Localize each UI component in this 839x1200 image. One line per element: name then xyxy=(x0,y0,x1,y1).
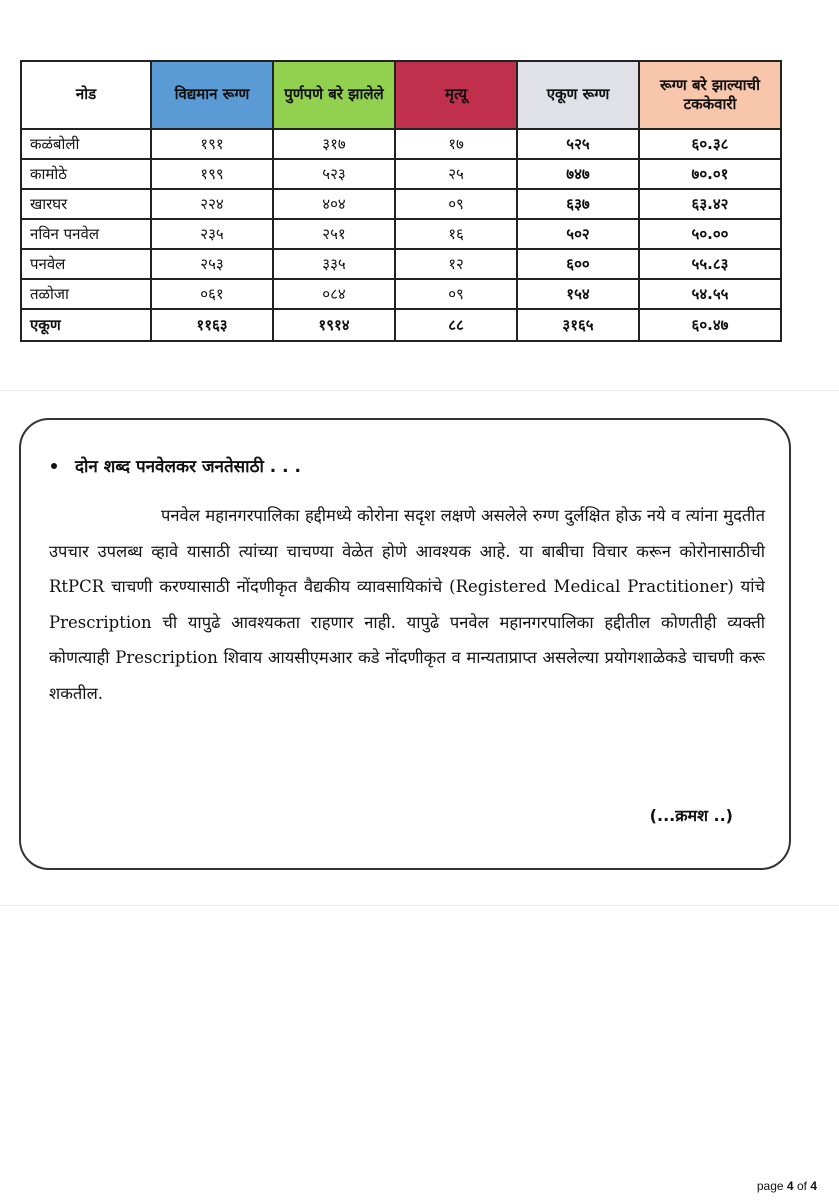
node-name-cell: पनवेल xyxy=(21,249,151,279)
table-row xyxy=(21,279,781,309)
column-header-5: रूग्ण बरे झाल्याची टककेवारी xyxy=(639,61,781,129)
node-name-cell: खारघर xyxy=(21,189,151,219)
value-cell: ५४.५५ xyxy=(639,279,781,309)
total-value-cell: ३१६५ xyxy=(517,309,639,341)
value-cell: १७ xyxy=(395,129,517,159)
column-header-4: एकूण रूग्ण xyxy=(517,61,639,129)
total-value-cell: ११६३ xyxy=(151,309,273,341)
value-cell: ३१७ xyxy=(273,129,395,159)
page-number xyxy=(757,1179,817,1193)
value-cell: २५१ xyxy=(273,219,395,249)
total-label-cell: एकूण xyxy=(21,309,151,341)
value-cell: ७४७ xyxy=(517,159,639,189)
value-cell: ०९ xyxy=(395,279,517,309)
page-prefix: page xyxy=(756,1179,784,1193)
notice-continued-label: (...क्रमश ..) xyxy=(649,806,733,825)
table-header-row xyxy=(21,61,781,129)
column-header-3: मृत्यू xyxy=(395,61,517,129)
value-cell: २२४ xyxy=(151,189,273,219)
total-value-cell: ८८ xyxy=(395,309,517,341)
value-cell: १५४ xyxy=(517,279,639,309)
value-cell: २३५ xyxy=(151,219,273,249)
node-name-cell: नविन पनवेल xyxy=(21,219,151,249)
value-cell: ५०.०० xyxy=(639,219,781,249)
node-name-cell: कामोठे xyxy=(21,159,151,189)
total-value-cell: १९१४ xyxy=(273,309,395,341)
value-cell: १९९ xyxy=(151,159,273,189)
value-cell: ५२५ xyxy=(517,129,639,159)
node-name-cell: कळंबोली xyxy=(21,129,151,159)
node-name-cell: तळोजा xyxy=(21,279,151,309)
notice-box xyxy=(19,418,791,870)
value-cell: ६३.४२ xyxy=(639,189,781,219)
value-cell: ७०.०१ xyxy=(639,159,781,189)
table-body xyxy=(21,129,781,341)
total-value-cell: ६०.४७ xyxy=(639,309,781,341)
value-cell: १२ xyxy=(395,249,517,279)
table-total-row xyxy=(21,309,781,341)
page-of: of xyxy=(796,1179,807,1193)
table-row xyxy=(21,159,781,189)
value-cell: ५२३ xyxy=(273,159,395,189)
covid-node-table xyxy=(20,60,782,342)
covid-node-table-wrapper xyxy=(20,60,780,342)
value-cell: ५०२ xyxy=(517,219,639,249)
column-header-1: विद्यमान रूग्ण xyxy=(151,61,273,129)
column-header-0: नोड xyxy=(21,61,151,129)
table-row xyxy=(21,249,781,279)
value-cell: २५३ xyxy=(151,249,273,279)
value-cell: ६०.३८ xyxy=(639,129,781,159)
value-cell: ४०४ xyxy=(273,189,395,219)
value-cell: ०९ xyxy=(395,189,517,219)
value-cell: १९१ xyxy=(151,129,273,159)
notice-heading-text: दोन शब्द पनवेलकर जनतेसाठी . . . xyxy=(75,457,301,477)
table-row xyxy=(21,129,781,159)
notice-body: पनवेल महानगरपालिका हद्दीमध्ये कोरोना सदृश लक्षणे असलेले रुग्ण दुर्लक्षित होऊ नये व त्यांना मुदतीत उपचार उपलब्ध व्हावे यासाठी त्यांच्या चाचण्या वेळेत होणे आवश्यक आहे. या बाबीचा विचार करून कोरोनासाठीची RtPCR चाचणी करण्यासाठी नोंदणीकृत वैद्यकीय व्यावसायिकांचे (Registered Medical Practitioner) यांचे Prescription ची यापुढे आवश्यकता राहणार नाही. यापुढे पनवेल महानगरपालिका हद्दीतील कोणतीही व्यक्ती कोणत्याही Prescription शिवाय आयसीएमआर कडे नोंदणीकृत व मान्यताप्राप्त असलेल्या प्रयोगशाळेकडे चाचणी करू शकतील. xyxy=(49,506,765,703)
column-header-2: पुर्णपणे बरे झालेले xyxy=(273,61,395,129)
value-cell: ६०० xyxy=(517,249,639,279)
table-row xyxy=(21,219,781,249)
value-cell: ०८४ xyxy=(273,279,395,309)
page-total: 4 xyxy=(810,1179,817,1193)
value-cell: ५५.८३ xyxy=(639,249,781,279)
value-cell: ६३७ xyxy=(517,189,639,219)
value-cell: २५ xyxy=(395,159,517,189)
value-cell: १६ xyxy=(395,219,517,249)
bullet-icon xyxy=(51,463,57,469)
value-cell: ३३५ xyxy=(273,249,395,279)
page-current: 4 xyxy=(786,1179,794,1193)
value-cell: ०६१ xyxy=(151,279,273,309)
notice-heading xyxy=(51,454,301,477)
table-row xyxy=(21,189,781,219)
